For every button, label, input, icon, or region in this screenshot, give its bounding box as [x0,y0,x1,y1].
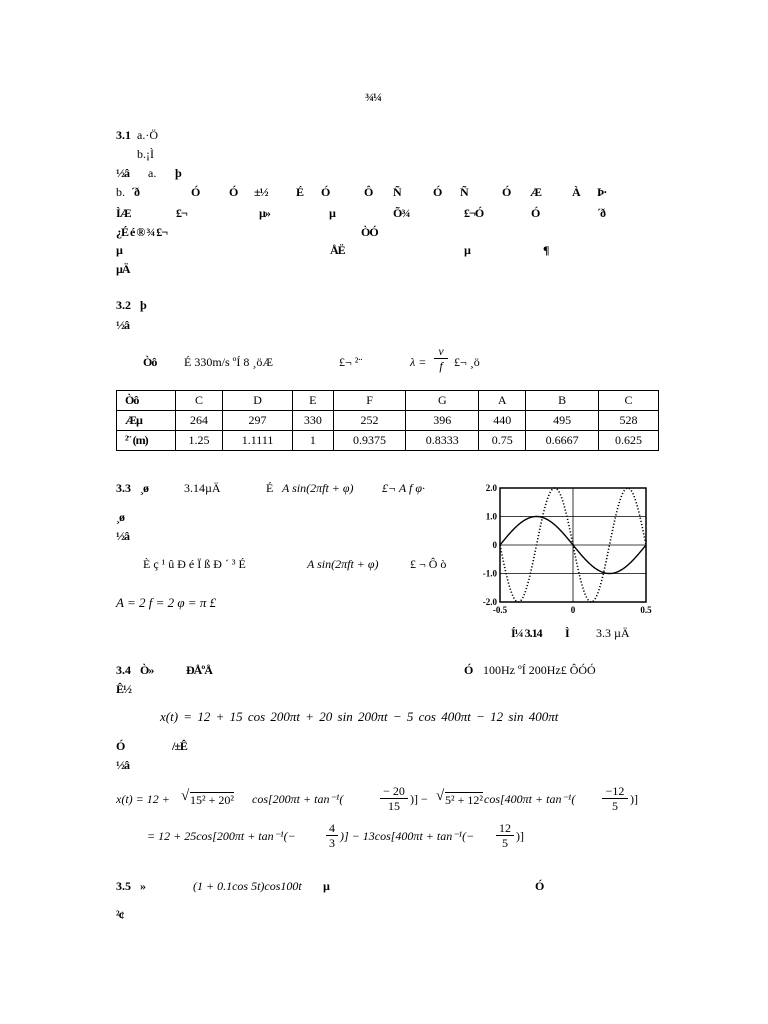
fraction-denominator: 5 [612,799,618,813]
fraction-denominator: 15 [388,799,400,813]
solution-line-2-b: )] − 13cos[400πt + tan⁻¹(− [340,829,475,843]
problem-3-3-formula: A sin(2πft + φ) [282,481,354,495]
solution-line-1-mid2: )] − [410,792,428,806]
fraction-numerator: −12 [605,784,625,798]
problem-3-3-t2: 3.14µÄ [184,481,221,495]
problem-3-2-ans-a: Òô [143,355,157,369]
answer-b-glyph-5: É [296,185,304,199]
answer-b-row2-4: µ [329,206,335,220]
figure-caption-b: Ì [565,626,569,640]
figure-caption-a: Í¼ 3.14 [511,626,542,640]
problem-3-4-l3b: /±Ê [172,739,187,753]
answer-b-row5: µÄ [116,262,130,276]
table-row [117,391,659,411]
problem-3-4-l3a: Ó [116,739,125,753]
x-tick-label: -0.5 [492,605,508,615]
problem-3-3-answer-tail: £ ¬ Ô ò [410,557,447,571]
answer-b-glyph-7: Ô [364,185,373,199]
problem-3-3-number: 3.3 [116,481,131,495]
page-title: ¾¼ [365,90,381,104]
problem-3-3-values: A = 2 f = 2 φ = π £ [116,595,217,610]
table-cell: 0.6667 [526,431,599,451]
problem-3-2-ans-c: £¬ ²¨ [339,355,363,369]
solution-line-2-a: = 12 + 25cos[200πt + tan⁻¹(− [147,829,296,843]
fraction-denominator: 5 [502,836,508,850]
y-tick-label: 1.0 [485,511,497,522]
answer-b-row2-6: £¬Ó [464,206,484,220]
table-cell: B [526,391,599,411]
answer-b-glyph-3: Ó [229,185,238,199]
table-cell: D [223,391,293,411]
table-cell: 0.8333 [406,431,479,451]
table-cell: 252 [333,411,406,431]
problem-3-2-text: þ [140,298,146,312]
table-row-label: Æµ [117,411,176,431]
fraction-denominator: f [439,359,443,373]
problem-3-4-t3: Ó [464,663,473,677]
table-cell: 0.9375 [333,431,406,451]
sinusoid-chart [470,480,660,615]
x-tick-label: 0.5 [640,605,652,615]
solution-line-1-lhs: x(t) = 12 + [116,792,170,806]
answer-b-glyph-11: Ó [502,185,511,199]
table-cell: F [333,391,406,411]
solution-line-2-c: )] [516,829,524,843]
problem-3-4-t2: ÐÅºÅ [186,663,212,677]
table-cell: A [479,391,526,411]
problem-3-1-number: 3.1 [116,128,131,142]
problem-3-1-line-a: a.·Ö [137,128,158,142]
problem-3-3-answer-formula: A sin(2πft + φ) [307,557,379,571]
table-cell: 330 [293,411,334,431]
table-cell: 1 [293,431,334,451]
answer-b-label: b. [116,185,125,199]
answer-b-row2-8: ´ð [597,206,605,220]
answer-b-row4-4: ¶ [543,243,549,257]
solution-line-1-mid3: cos[400πt + tan⁻¹( [484,792,576,806]
problem-3-1-line-b: b.¡Ì [137,147,154,161]
sqrt-radicand-1: 15² + 20² [190,793,234,807]
answer-b-glyph-8: Ñ [393,185,401,199]
table-cell: 440 [479,411,526,431]
table-cell: 0.625 [599,431,659,451]
table-row-label: Òô [117,391,176,411]
table-row-label: ²¨ (m) [117,431,176,451]
answer-label: ½â [116,758,129,772]
problem-3-5-t2: µ [323,879,329,893]
answer-label: ½â [116,166,129,180]
fraction-4 [496,821,514,850]
answer-b-row3-right: ÒÓ [361,225,378,239]
fraction-numerator: 4 [329,821,335,835]
answer-b-row2-7: Ó [531,206,540,220]
y-tick-label: -2.0 [482,597,497,607]
figure-caption-c: 3.3 µÄ [596,626,630,640]
fraction-numerator: − 20 [383,784,405,798]
table-cell: 0.75 [479,431,526,451]
problem-3-2-ans-b: É 330m/s ºÍ 8 ¸öÆ [184,355,274,369]
table-cell: 297 [223,411,293,431]
fraction-numerator: 12 [499,821,511,835]
problem-3-3-l2: ¸ø [116,510,124,524]
problem-3-5-t3: Ó [535,879,544,893]
answer-b-glyph-2: Ó [191,185,200,199]
answer-a-text: þ [175,166,181,180]
problem-3-3-t3: É [266,481,274,495]
answer-b-row2-1: ÌÆ [116,206,131,220]
answer-b-row2-2: £¬ [176,206,187,220]
problem-3-4-number: 3.4 [116,663,131,677]
problem-3-4-t1: Ò» [140,663,154,677]
problem-3-2-number: 3.2 [116,298,131,312]
answer-b-glyph-6: Ó [321,185,330,199]
problem-3-3-t4: £¬ A f φ· [382,481,425,495]
answer-b-glyph-13: À [572,185,580,199]
answer-b-row3: ¿É é ® ¾ £¬ [116,225,168,239]
answer-b-glyph-14: Þ· [597,185,607,199]
table-cell: C [176,391,223,411]
problem-3-3-t1: ¸ø [140,481,148,495]
y-tick-label: 2.0 [485,483,497,493]
chart-ticks [483,483,652,615]
table-cell: C [599,391,659,411]
solution-line-1-mid1: cos[200πt + tan⁻¹( [252,792,344,806]
fraction-denominator: 3 [329,836,335,850]
sqrt-radicand-2: 5² + 12² [445,793,483,807]
answer-b-row4-3: µ [464,243,470,257]
table-cell: 264 [176,411,223,431]
answer-b-glyph-4: ±½ [254,185,268,199]
x-tick-label: 0 [570,605,576,615]
answer-b-glyph-9: Ó [433,185,442,199]
fraction-3 [326,821,338,850]
problem-3-4-equation: x(t) = 12 + 15 cos 200πt + 20 sin 200πt − 5 cos 400πt − 12 sin 400πt [160,709,559,724]
answer-b-glyph-1: ´ð [131,185,139,199]
table-row [117,411,659,431]
answer-label: ½â [116,529,129,543]
problem-3-3-answer: È ç ¹ û Ð é Ï ß Ð ´ ³ É [143,557,246,571]
problem-3-5-number: 3.5 [116,879,131,893]
answer-label: ½â [116,318,129,332]
table-cell: 1.1111 [223,431,293,451]
problem-3-4-t4: 100Hz ºÍ 200Hz£ ÔÓÓ [483,663,596,677]
table-cell: 495 [526,411,599,431]
table-row [117,431,659,451]
answer-b-row4-1: µ [116,243,122,257]
table-cell: 396 [406,411,479,431]
y-tick-label: -1.0 [482,568,497,579]
y-tick-label: 0 [492,540,497,550]
wavelength-formula-lhs: λ = [410,355,427,369]
problem-3-5-t1: » [140,879,145,893]
problem-3-4-l2: Ê½ [116,682,132,696]
sqrt-sign: √ [436,788,445,804]
wavelength-table [116,390,659,451]
solution-line-1-end: )] [630,792,638,806]
wavelength-fraction [434,344,448,373]
answer-b-row2-3: µ» [259,206,270,220]
table-cell: 1.25 [176,431,223,451]
fraction-1 [380,784,408,813]
problem-3-5-formula: (1 + 0.1cos 5t)cos100t [193,879,302,893]
fraction-numerator: v [438,344,444,358]
answer-a: a. [148,166,157,180]
table-cell: 528 [599,411,659,431]
table-cell: E [293,391,334,411]
table-cell: G [406,391,479,411]
answer-b-glyph-10: Ñ [460,185,468,199]
fraction-2 [602,784,628,813]
answer-b-row4-2: ÅË [330,243,345,257]
answer-b-glyph-12: Æ [530,185,541,199]
problem-3-5-l2: ²¢ [116,908,124,922]
sqrt-sign: √ [181,788,190,804]
answer-b-row2-5: Õ¾ [393,206,410,220]
problem-3-2-ans-d: £¬ ¸ö [454,355,480,369]
